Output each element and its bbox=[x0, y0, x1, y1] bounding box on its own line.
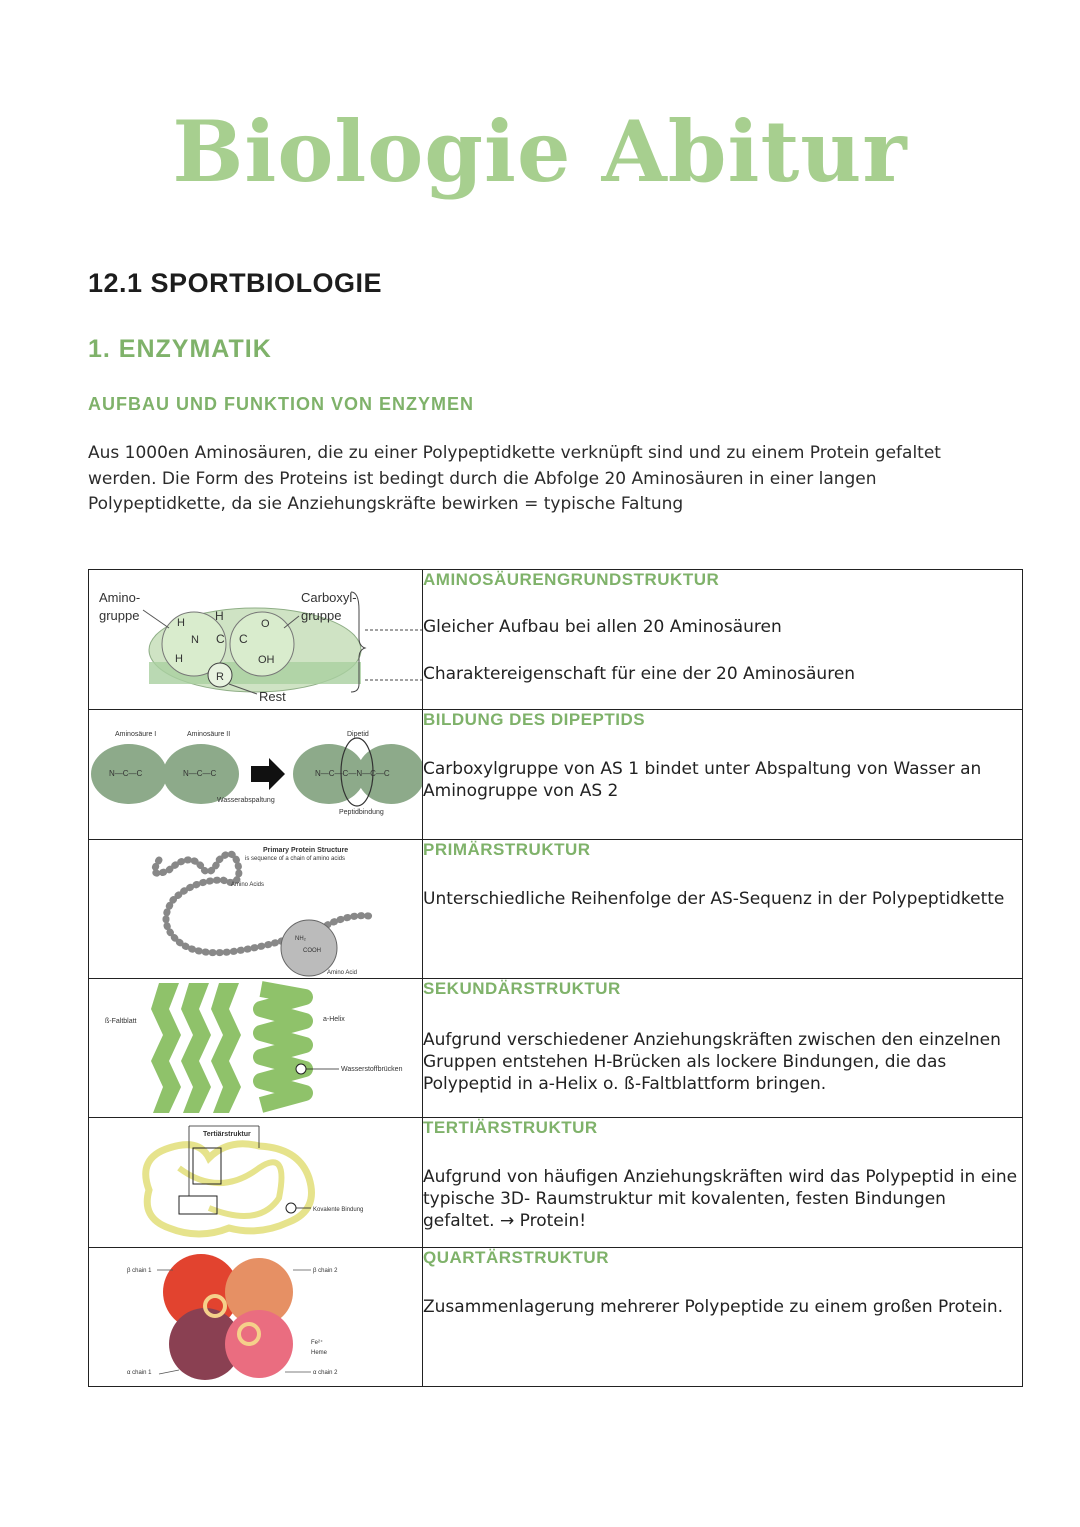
row-content bbox=[423, 840, 1023, 979]
label-heme: Heme bbox=[311, 1350, 328, 1356]
row-text: Carboxylgruppe von AS 1 bindet unter Abspaltung von Wasser an Aminogruppe von AS 2 bbox=[423, 759, 982, 801]
row-title: AMINOSÄURENGRUNDSTRUKTUR bbox=[423, 570, 720, 589]
primary-structure-diagram bbox=[89, 840, 423, 979]
label-b2: β chain 2 bbox=[313, 1268, 338, 1274]
label-hbond: Wasserstoffbrücken bbox=[341, 1066, 403, 1073]
row-content bbox=[423, 1118, 1023, 1248]
section-heading: 12.1 SPORTBIOLOGIE bbox=[88, 268, 383, 298]
atom-c1: C bbox=[216, 632, 225, 646]
atom-n: N bbox=[191, 634, 199, 646]
row-text-2: Charaktereigenschaft für eine der 20 Aminosäuren bbox=[423, 664, 856, 684]
amino-acid-diagram bbox=[89, 570, 423, 710]
label-heading: Tertiärstruktur bbox=[203, 1131, 251, 1138]
label-bond: Peptidbindung bbox=[339, 809, 384, 816]
label-fe: Fe²⁺ bbox=[311, 1340, 324, 1346]
row-title: BILDUNG DES DIPEPTIDS bbox=[423, 710, 646, 729]
table-row bbox=[89, 570, 1023, 710]
label-helix: a-Helix bbox=[323, 1016, 345, 1023]
table-row bbox=[89, 1118, 1023, 1248]
label-amino: Amino- bbox=[99, 590, 141, 605]
label-dipeptid: Dipetid bbox=[347, 731, 369, 738]
label-rest: Rest bbox=[259, 689, 286, 704]
row-content bbox=[423, 979, 1023, 1118]
label-heading: Primary Protein Structure bbox=[263, 847, 349, 854]
chapter-heading: 1. ENZYMATIK bbox=[88, 335, 272, 363]
atom-o: O bbox=[261, 618, 270, 630]
dipeptide-diagram bbox=[89, 710, 423, 840]
row-title: SEKUNDÄRSTRUKTUR bbox=[423, 979, 621, 998]
label-as2: Aminosäure II bbox=[187, 731, 231, 738]
row-text: Unterschiedliche Reihenfolge der AS-Sequenz in der Polypeptidkette bbox=[423, 889, 1005, 909]
label-bond: Kovalente Bindung bbox=[313, 1207, 364, 1213]
svg-text:N—C—C—N—C—C: N—C—C—N—C—C bbox=[315, 769, 390, 778]
label-nh2: NH₂ bbox=[295, 936, 306, 942]
label-carboxyl-2: gruppe bbox=[301, 608, 342, 623]
atom-oh: OH bbox=[258, 654, 275, 666]
label-aa2: Amino Acid bbox=[327, 970, 358, 976]
label-b1: β chain 1 bbox=[127, 1268, 152, 1274]
label-carboxyl: Carboxyl- bbox=[301, 590, 357, 605]
row-content bbox=[423, 1248, 1023, 1387]
label-sheet: ß-Faltblatt bbox=[105, 1018, 137, 1025]
row-content bbox=[423, 570, 1023, 710]
label-a2: α chain 2 bbox=[313, 1370, 338, 1376]
atom-h1: H bbox=[177, 617, 185, 629]
row-text: Aufgrund verschiedener Anziehungskräften zwischen den einzelnen Gruppen entstehen H-Brücken als lockere Bindungen, die das Polypeptid in a-Helix o. ß-Faltblattform bringen. bbox=[423, 1030, 1001, 1094]
table-row bbox=[89, 710, 1023, 840]
intro-paragraph: Aus 1000en Aminosäuren, die zu einer Polypeptidkette verknüpft sind und zu einem Protein gefaltet werden. Die Form des Proteins ist bedingt durch die Abfolge 20 Aminosäuren in einer langen Polypeptidkette, da sie Anziehungskräfte bewirken = typische Faltung bbox=[88, 443, 941, 514]
label-as1: Aminosäure I bbox=[115, 731, 157, 738]
table-row bbox=[89, 840, 1023, 979]
label-a1: α chain 1 bbox=[127, 1370, 152, 1376]
row-title: QUARTÄRSTRUKTUR bbox=[423, 1248, 609, 1267]
row-text: Gleicher Aufbau bei allen 20 Aminosäuren bbox=[423, 617, 782, 637]
label-amino-2: gruppe bbox=[99, 608, 140, 623]
page-title: Biologie Abitur bbox=[172, 102, 908, 201]
row-text: Zusammenlagerung mehrerer Polypeptide zu einem großen Protein. bbox=[423, 1297, 1004, 1317]
table-row bbox=[89, 979, 1023, 1118]
atom-c2: C bbox=[239, 632, 248, 646]
label-sub: is sequence of a chain of amino acids bbox=[245, 856, 346, 862]
row-content bbox=[423, 710, 1023, 840]
svg-text:N—C—C: N—C—C bbox=[109, 769, 143, 778]
row-text: Aufgrund von häufigen Anziehungskräften wird das Polypeptid in eine typische 3D- Raumstruktur mit kovalenten, festen Bindungen gefaltet. → Protein! bbox=[423, 1167, 1018, 1231]
secondary-structure-diagram bbox=[89, 979, 423, 1118]
label-aa: Amino Acids bbox=[231, 882, 265, 888]
svg-text:N—C—C: N—C—C bbox=[183, 769, 217, 778]
subheading: AUFBAU UND FUNKTION VON ENZYMEN bbox=[88, 394, 474, 414]
label-water: Wasserabspaltung bbox=[217, 797, 275, 804]
quaternary-structure-diagram bbox=[89, 1248, 423, 1387]
row-title: PRIMÄRSTRUKTUR bbox=[423, 840, 591, 859]
row-title: TERTIÄRSTRUKTUR bbox=[423, 1118, 598, 1137]
tertiary-structure-diagram bbox=[89, 1118, 423, 1248]
atom-h2: H bbox=[175, 653, 183, 665]
label-cooh: COOH bbox=[303, 948, 321, 954]
structure-table bbox=[88, 569, 1023, 1387]
atom-h3: H bbox=[215, 609, 224, 623]
atom-r: R bbox=[216, 671, 224, 683]
table-row bbox=[89, 1248, 1023, 1387]
